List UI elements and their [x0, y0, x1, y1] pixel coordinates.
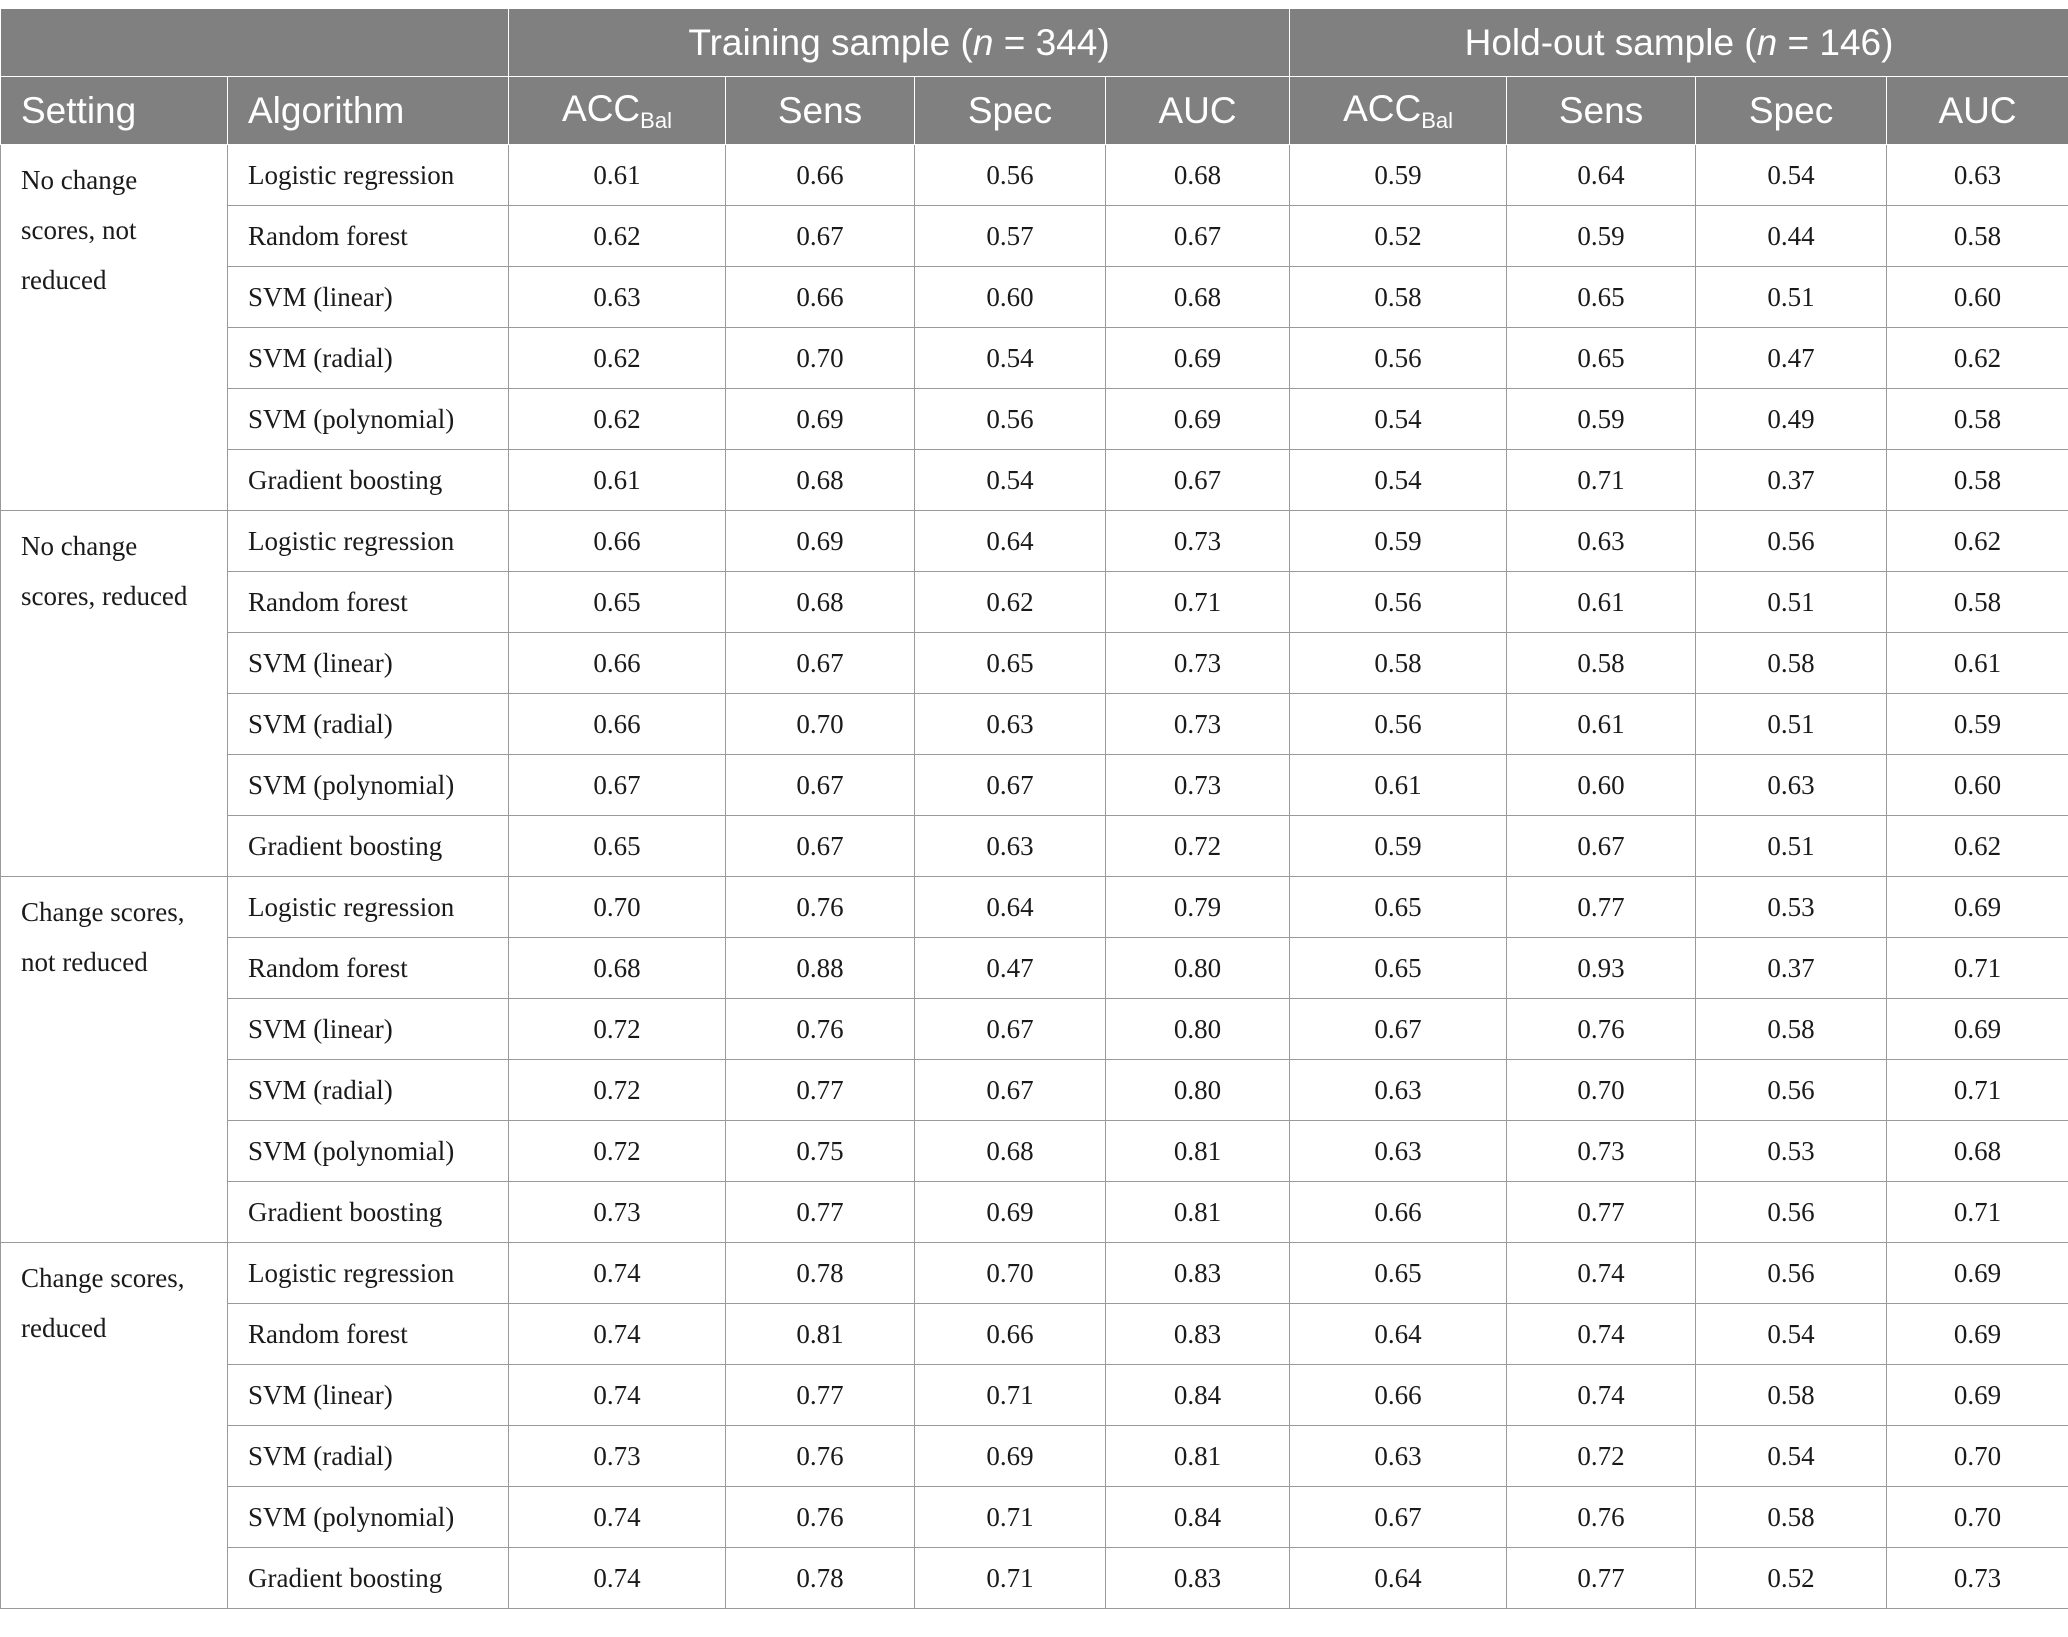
- value-cell: 0.69: [1887, 1243, 2068, 1304]
- table-row: [1, 1548, 2068, 1609]
- value-cell: 0.69: [1887, 1304, 2068, 1365]
- value-cell: 0.77: [1507, 1548, 1696, 1609]
- value-cell: 0.61: [509, 145, 726, 206]
- algorithm-cell: Gradient boosting: [228, 816, 509, 877]
- value-cell: 0.80: [1106, 1060, 1290, 1121]
- value-cell: 0.56: [915, 145, 1106, 206]
- value-cell: 0.73: [509, 1426, 726, 1487]
- value-cell: 0.64: [915, 877, 1106, 938]
- value-cell: 0.58: [1887, 572, 2068, 633]
- value-cell: 0.71: [1106, 572, 1290, 633]
- value-cell: 0.63: [1696, 755, 1887, 816]
- value-cell: 0.65: [509, 572, 726, 633]
- value-cell: 0.63: [1290, 1060, 1507, 1121]
- value-cell: 0.56: [1290, 328, 1507, 389]
- value-cell: 0.74: [509, 1548, 726, 1609]
- value-cell: 0.67: [915, 755, 1106, 816]
- value-cell: 0.67: [726, 633, 915, 694]
- value-cell: 0.63: [915, 694, 1106, 755]
- value-cell: 0.81: [1106, 1426, 1290, 1487]
- value-cell: 0.77: [726, 1182, 915, 1243]
- value-cell: 0.62: [1887, 816, 2068, 877]
- value-cell: 0.74: [1507, 1365, 1696, 1426]
- value-cell: 0.66: [509, 694, 726, 755]
- value-cell: 0.68: [1106, 267, 1290, 328]
- algorithm-cell: SVM (polynomial): [228, 1487, 509, 1548]
- value-cell: 0.80: [1106, 999, 1290, 1060]
- value-cell: 0.67: [726, 755, 915, 816]
- acc-subscript: Bal: [1421, 107, 1453, 133]
- value-cell: 0.65: [1290, 1243, 1507, 1304]
- value-cell: 0.64: [1290, 1304, 1507, 1365]
- training-sample-header: [509, 9, 1290, 77]
- value-cell: 0.70: [915, 1243, 1106, 1304]
- value-cell: 0.71: [915, 1487, 1106, 1548]
- setting-cell: No change scores, reduced: [1, 511, 228, 877]
- header-blank-cell: [1, 9, 509, 77]
- algorithm-cell: Random forest: [228, 206, 509, 267]
- header-group-row: [1, 9, 2068, 77]
- value-cell: 0.65: [1290, 938, 1507, 999]
- value-cell: 0.54: [1696, 1426, 1887, 1487]
- holdout-sample-header: [1290, 9, 2068, 77]
- setting-cell: No change scores, not reduced: [1, 145, 228, 511]
- value-cell: 0.76: [726, 999, 915, 1060]
- value-cell: 0.73: [1507, 1121, 1696, 1182]
- value-cell: 0.66: [915, 1304, 1106, 1365]
- value-cell: 0.56: [1696, 1182, 1887, 1243]
- value-cell: 0.69: [726, 389, 915, 450]
- value-cell: 0.76: [726, 877, 915, 938]
- value-cell: 0.81: [726, 1304, 915, 1365]
- value-cell: 0.65: [509, 816, 726, 877]
- value-cell: 0.60: [1887, 267, 2068, 328]
- value-cell: 0.66: [1290, 1365, 1507, 1426]
- column-header-training-acc: [509, 77, 726, 145]
- value-cell: 0.66: [509, 633, 726, 694]
- value-cell: 0.73: [1106, 511, 1290, 572]
- table-row: [1, 1365, 2068, 1426]
- algorithm-cell: Random forest: [228, 938, 509, 999]
- value-cell: 0.66: [509, 511, 726, 572]
- value-cell: 0.69: [1887, 999, 2068, 1060]
- value-cell: 0.56: [1290, 572, 1507, 633]
- value-cell: 0.70: [509, 877, 726, 938]
- algorithm-cell: Logistic regression: [228, 511, 509, 572]
- value-cell: 0.67: [726, 816, 915, 877]
- value-cell: 0.63: [1507, 511, 1696, 572]
- value-cell: 0.76: [1507, 1487, 1696, 1548]
- value-cell: 0.77: [726, 1060, 915, 1121]
- value-cell: 0.52: [1290, 206, 1507, 267]
- value-cell: 0.77: [726, 1365, 915, 1426]
- value-cell: 0.59: [1290, 145, 1507, 206]
- value-cell: 0.67: [1106, 206, 1290, 267]
- table-row: [1, 1426, 2068, 1487]
- value-cell: 0.56: [1290, 694, 1507, 755]
- value-cell: 0.54: [1696, 1304, 1887, 1365]
- value-cell: 0.79: [1106, 877, 1290, 938]
- value-cell: 0.74: [509, 1243, 726, 1304]
- value-cell: 0.80: [1106, 938, 1290, 999]
- value-cell: 0.61: [1507, 572, 1696, 633]
- value-cell: 0.57: [915, 206, 1106, 267]
- value-cell: 0.69: [915, 1426, 1106, 1487]
- column-header-holdout-sens: Sens: [1507, 77, 1696, 145]
- setting-cell: Change scores, reduced: [1, 1243, 228, 1609]
- table-row: [1, 755, 2068, 816]
- table-row: [1, 572, 2068, 633]
- value-cell: 0.63: [1290, 1426, 1507, 1487]
- value-cell: 0.68: [1106, 145, 1290, 206]
- value-cell: 0.58: [1887, 206, 2068, 267]
- value-cell: 0.51: [1696, 572, 1887, 633]
- holdout-sample-label: Hold-out sample (: [1464, 21, 1757, 63]
- value-cell: 0.53: [1696, 877, 1887, 938]
- value-cell: 0.78: [726, 1548, 915, 1609]
- value-cell: 0.66: [1290, 1182, 1507, 1243]
- table-row: [1, 816, 2068, 877]
- value-cell: 0.62: [915, 572, 1106, 633]
- value-cell: 0.71: [915, 1548, 1106, 1609]
- table-header: [1, 9, 2068, 145]
- value-cell: 0.61: [1290, 755, 1507, 816]
- table-row: [1, 1304, 2068, 1365]
- algorithm-cell: SVM (radial): [228, 1426, 509, 1487]
- header-column-row: [1, 77, 2068, 145]
- value-cell: 0.76: [726, 1426, 915, 1487]
- value-cell: 0.72: [509, 1060, 726, 1121]
- value-cell: 0.58: [1290, 267, 1507, 328]
- value-cell: 0.47: [915, 938, 1106, 999]
- table-row: [1, 389, 2068, 450]
- column-header-training-auc: AUC: [1106, 77, 1290, 145]
- value-cell: 0.73: [1106, 694, 1290, 755]
- value-cell: 0.74: [509, 1365, 726, 1426]
- holdout-sample-n: n: [1756, 21, 1778, 63]
- value-cell: 0.73: [1887, 1548, 2068, 1609]
- value-cell: 0.66: [726, 267, 915, 328]
- value-cell: 0.44: [1696, 206, 1887, 267]
- table-row: [1, 1060, 2068, 1121]
- value-cell: 0.67: [1290, 999, 1507, 1060]
- value-cell: 0.68: [726, 572, 915, 633]
- value-cell: 0.58: [1696, 633, 1887, 694]
- algorithm-cell: SVM (radial): [228, 694, 509, 755]
- value-cell: 0.53: [1696, 1121, 1887, 1182]
- value-cell: 0.54: [915, 328, 1106, 389]
- training-sample-n: n: [972, 21, 994, 63]
- value-cell: 0.60: [1887, 755, 2068, 816]
- value-cell: 0.47: [1696, 328, 1887, 389]
- value-cell: 0.74: [1507, 1304, 1696, 1365]
- value-cell: 0.71: [1887, 938, 2068, 999]
- table-row: [1, 1487, 2068, 1548]
- value-cell: 0.65: [915, 633, 1106, 694]
- acc-subscript: Bal: [640, 107, 672, 133]
- table-row: [1, 267, 2068, 328]
- value-cell: 0.62: [509, 206, 726, 267]
- value-cell: 0.58: [1290, 633, 1507, 694]
- table-row: [1, 145, 2068, 206]
- column-header-training-spec: Spec: [915, 77, 1106, 145]
- value-cell: 0.59: [1290, 816, 1507, 877]
- value-cell: 0.54: [915, 450, 1106, 511]
- setting-cell: Change scores, not reduced: [1, 877, 228, 1243]
- algorithm-cell: SVM (linear): [228, 999, 509, 1060]
- column-header-holdout-auc: AUC: [1887, 77, 2068, 145]
- value-cell: 0.67: [915, 1060, 1106, 1121]
- value-cell: 0.84: [1106, 1365, 1290, 1426]
- value-cell: 0.77: [1507, 1182, 1696, 1243]
- column-header-holdout-spec: Spec: [1696, 77, 1887, 145]
- value-cell: 0.51: [1696, 267, 1887, 328]
- value-cell: 0.63: [1887, 145, 2068, 206]
- value-cell: 0.76: [726, 1487, 915, 1548]
- algorithm-cell: Logistic regression: [228, 877, 509, 938]
- value-cell: 0.71: [915, 1365, 1106, 1426]
- value-cell: 0.61: [1507, 694, 1696, 755]
- table-row: [1, 877, 2068, 938]
- value-cell: 0.72: [509, 1121, 726, 1182]
- value-cell: 0.70: [726, 328, 915, 389]
- value-cell: 0.72: [509, 999, 726, 1060]
- value-cell: 0.83: [1106, 1548, 1290, 1609]
- value-cell: 0.58: [1696, 1365, 1887, 1426]
- value-cell: 0.83: [1106, 1243, 1290, 1304]
- value-cell: 0.37: [1696, 450, 1887, 511]
- value-cell: 0.64: [915, 511, 1106, 572]
- value-cell: 0.65: [1290, 877, 1507, 938]
- value-cell: 0.70: [726, 694, 915, 755]
- value-cell: 0.69: [1887, 877, 2068, 938]
- value-cell: 0.51: [1696, 816, 1887, 877]
- algorithm-cell: SVM (linear): [228, 633, 509, 694]
- table-row: [1, 1182, 2068, 1243]
- value-cell: 0.58: [1507, 633, 1696, 694]
- value-cell: 0.74: [509, 1487, 726, 1548]
- value-cell: 0.73: [1106, 755, 1290, 816]
- value-cell: 0.68: [726, 450, 915, 511]
- table-row: [1, 511, 2068, 572]
- value-cell: 0.58: [1887, 450, 2068, 511]
- algorithm-cell: SVM (polynomial): [228, 1121, 509, 1182]
- value-cell: 0.58: [1696, 999, 1887, 1060]
- value-cell: 0.72: [1106, 816, 1290, 877]
- value-cell: 0.63: [1290, 1121, 1507, 1182]
- value-cell: 0.67: [915, 999, 1106, 1060]
- column-header-setting: Setting: [1, 77, 228, 145]
- column-header-algorithm: Algorithm: [228, 77, 509, 145]
- value-cell: 0.65: [1507, 267, 1696, 328]
- value-cell: 0.76: [1507, 999, 1696, 1060]
- value-cell: 0.81: [1106, 1121, 1290, 1182]
- value-cell: 0.68: [915, 1121, 1106, 1182]
- algorithm-cell: Random forest: [228, 1304, 509, 1365]
- value-cell: 0.83: [1106, 1304, 1290, 1365]
- algorithm-cell: SVM (radial): [228, 328, 509, 389]
- value-cell: 0.71: [1887, 1182, 2068, 1243]
- table-row: [1, 694, 2068, 755]
- value-cell: 0.70: [1887, 1426, 2068, 1487]
- value-cell: 0.93: [1507, 938, 1696, 999]
- value-cell: 0.37: [1696, 938, 1887, 999]
- value-cell: 0.56: [1696, 511, 1887, 572]
- value-cell: 0.68: [509, 938, 726, 999]
- value-cell: 0.69: [1887, 1365, 2068, 1426]
- algorithm-cell: Gradient boosting: [228, 450, 509, 511]
- value-cell: 0.54: [1696, 145, 1887, 206]
- value-cell: 0.64: [1507, 145, 1696, 206]
- value-cell: 0.71: [1507, 450, 1696, 511]
- value-cell: 0.84: [1106, 1487, 1290, 1548]
- holdout-sample-count: = 146): [1777, 21, 1894, 63]
- table-row: [1, 938, 2068, 999]
- value-cell: 0.69: [1106, 389, 1290, 450]
- value-cell: 0.74: [509, 1304, 726, 1365]
- value-cell: 0.58: [1887, 389, 2068, 450]
- algorithm-cell: Gradient boosting: [228, 1548, 509, 1609]
- value-cell: 0.59: [1290, 511, 1507, 572]
- training-sample-count: = 344): [993, 21, 1110, 63]
- value-cell: 0.54: [1290, 450, 1507, 511]
- algorithm-cell: SVM (linear): [228, 267, 509, 328]
- value-cell: 0.69: [726, 511, 915, 572]
- value-cell: 0.56: [915, 389, 1106, 450]
- value-cell: 0.81: [1106, 1182, 1290, 1243]
- value-cell: 0.75: [726, 1121, 915, 1182]
- value-cell: 0.61: [1887, 633, 2068, 694]
- value-cell: 0.61: [509, 450, 726, 511]
- value-cell: 0.52: [1696, 1548, 1887, 1609]
- value-cell: 0.59: [1887, 694, 2068, 755]
- value-cell: 0.58: [1696, 1487, 1887, 1548]
- table-row: [1, 999, 2068, 1060]
- value-cell: 0.73: [1106, 633, 1290, 694]
- algorithm-cell: Gradient boosting: [228, 1182, 509, 1243]
- value-cell: 0.56: [1696, 1243, 1887, 1304]
- value-cell: 0.63: [915, 816, 1106, 877]
- table-body: [1, 145, 2068, 1609]
- value-cell: 0.70: [1507, 1060, 1696, 1121]
- value-cell: 0.68: [1887, 1121, 2068, 1182]
- algorithm-cell: SVM (radial): [228, 1060, 509, 1121]
- table-row: [1, 1121, 2068, 1182]
- algorithm-cell: Logistic regression: [228, 145, 509, 206]
- value-cell: 0.56: [1696, 1060, 1887, 1121]
- column-header-holdout-acc: [1290, 77, 1507, 145]
- algorithm-cell: SVM (polynomial): [228, 389, 509, 450]
- value-cell: 0.77: [1507, 877, 1696, 938]
- acc-label: ACC: [562, 87, 641, 129]
- table-row: [1, 328, 2068, 389]
- value-cell: 0.60: [915, 267, 1106, 328]
- value-cell: 0.59: [1507, 389, 1696, 450]
- value-cell: 0.88: [726, 938, 915, 999]
- value-cell: 0.51: [1696, 694, 1887, 755]
- table-row: [1, 633, 2068, 694]
- value-cell: 0.66: [726, 145, 915, 206]
- value-cell: 0.67: [1290, 1487, 1507, 1548]
- value-cell: 0.69: [915, 1182, 1106, 1243]
- table-row: [1, 450, 2068, 511]
- value-cell: 0.59: [1507, 206, 1696, 267]
- value-cell: 0.62: [1887, 511, 2068, 572]
- value-cell: 0.63: [509, 267, 726, 328]
- value-cell: 0.67: [1106, 450, 1290, 511]
- value-cell: 0.69: [1106, 328, 1290, 389]
- value-cell: 0.64: [1290, 1548, 1507, 1609]
- value-cell: 0.73: [509, 1182, 726, 1243]
- value-cell: 0.60: [1507, 755, 1696, 816]
- value-cell: 0.65: [1507, 328, 1696, 389]
- value-cell: 0.67: [509, 755, 726, 816]
- algorithm-cell: Random forest: [228, 572, 509, 633]
- acc-label: ACC: [1343, 87, 1422, 129]
- value-cell: 0.49: [1696, 389, 1887, 450]
- value-cell: 0.67: [726, 206, 915, 267]
- value-cell: 0.62: [1887, 328, 2068, 389]
- value-cell: 0.72: [1507, 1426, 1696, 1487]
- value-cell: 0.67: [1507, 816, 1696, 877]
- table-row: [1, 1243, 2068, 1304]
- algorithm-cell: SVM (linear): [228, 1365, 509, 1426]
- algorithm-cell: SVM (polynomial): [228, 755, 509, 816]
- value-cell: 0.62: [509, 389, 726, 450]
- value-cell: 0.78: [726, 1243, 915, 1304]
- value-cell: 0.62: [509, 328, 726, 389]
- value-cell: 0.74: [1507, 1243, 1696, 1304]
- value-cell: 0.71: [1887, 1060, 2068, 1121]
- results-table: [0, 8, 2068, 1609]
- value-cell: 0.54: [1290, 389, 1507, 450]
- algorithm-cell: Logistic regression: [228, 1243, 509, 1304]
- table-row: [1, 206, 2068, 267]
- value-cell: 0.70: [1887, 1487, 2068, 1548]
- column-header-training-sens: Sens: [726, 77, 915, 145]
- training-sample-label: Training sample (: [688, 21, 973, 63]
